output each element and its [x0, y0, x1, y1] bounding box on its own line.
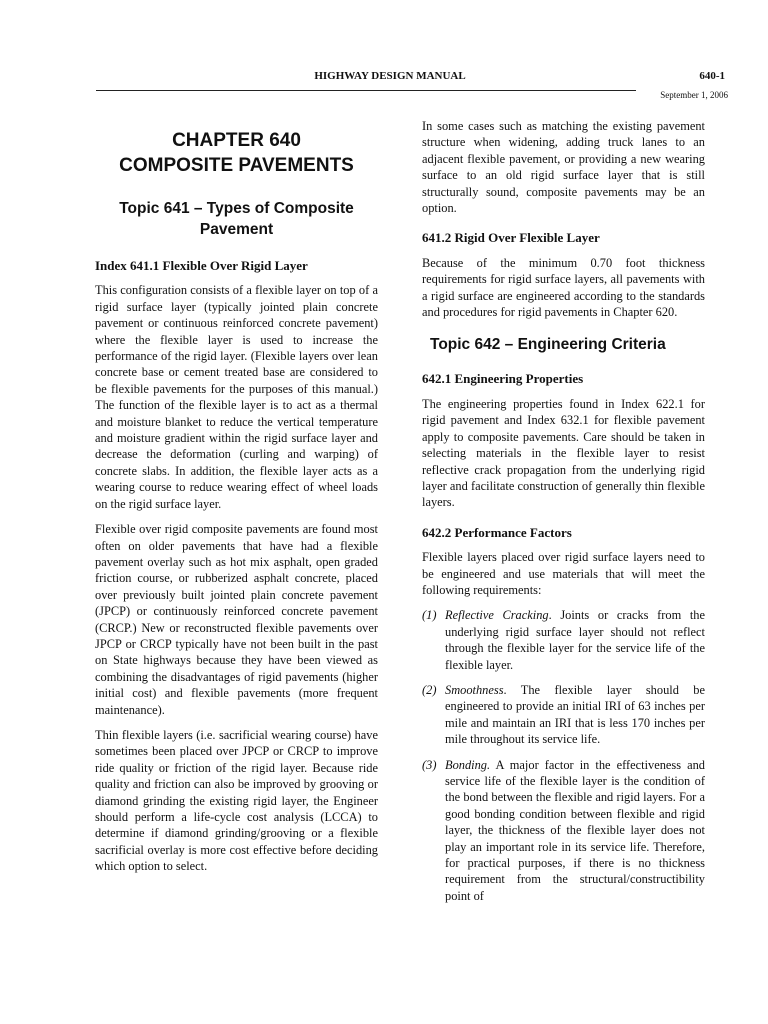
left-column [95, 118, 378, 875]
page-number: 640-1 [699, 70, 725, 82]
paragraph-641-1-c: Thin flexible layers (i.e. sacrificial wearing course) have sometimes been placed over JPCP or CRCP to improve ride quality or friction of the rigid layer. Because ride quality and friction can also be improved by grooving or diamond grinding the existing rigid layer, the Engineer should perform a life-cycle cost analysis (LCCA) to determine if diamond grinding/grooving or a flexible sacrificial overlay is more cost effective before deciding which option to select. [95, 727, 378, 874]
requirement-term: Reflective Cracking [445, 608, 549, 623]
requirement-number: (1) [422, 608, 437, 623]
paragraph-642-1: The engineering properties found in Index 622.1 for rigid pavement and Index 632.1 for flexible pavement apply to composite pavements. Care should be taken in selecting materials in the flexible layer to resist reflective crack propagation from the underlying rigid layer and facilitate construction of generally thin flexible layers. [422, 396, 705, 510]
section-641-2-heading: 641.2 Rigid Over Flexible Layer [422, 230, 600, 246]
manual-title: HIGHWAY DESIGN MANUAL [314, 70, 466, 82]
requirement-text: . The flexible layer should be engineered to provide an initial IRI of 63 inches per mile and maintain an IRI that is less 170 inches per mile throughout its service life. [445, 682, 705, 747]
topic-642-heading: Topic 642 – Engineering Criteria [430, 336, 666, 354]
requirement-text: . Joints or cracks from the underlying rigid surface layer should not reflect through the flexible layer for the service life of the flexible layer. [445, 608, 705, 672]
revision-date: September 1, 2006 [660, 90, 728, 100]
section-642-2-heading: 642.2 Performance Factors [422, 524, 572, 540]
chapter-title [95, 128, 378, 178]
running-header [0, 70, 768, 84]
right-column [422, 118, 705, 913]
section-642-1-heading: 642.1 Engineering Properties [422, 371, 584, 387]
paragraph-641-2: Because of the minimum 0.70 foot thickness requirements for rigid surface layers, all pavements with a rigid surface are engineered according to the standards and procedures for rigid pavements in Chapter 620. [422, 255, 705, 320]
requirement-reflective-cracking [422, 607, 705, 673]
paragraph-641-1-a: This configuration consists of a flexible layer on top of a rigid surface layer (typically jointed plain concrete pavement or continuous reinforced concrete pavement) where the flexible layer is used to increase the performance of the rigid layer. (Flexible layers over lean concrete base or cement treated base are considered to be flexible pavements for the purposes of this manual.) The function of the flexible layer is to act as a thermal and moisture blanket to reduce the vertical temperature and moisture gradient within the rigid surface layer and decrease the deformation (curling and warping) of concrete slabs. In addition, the flexible layer acts as a wearing course to reduce wearing effect of wheel loads on the rigid surface layer. [95, 283, 378, 511]
chapter-number: CHAPTER 640 [172, 130, 301, 151]
paragraph-642-2: Flexible layers placed over rigid surface layers need to be engineered and use materials that will meet the following requirements: [422, 550, 705, 597]
requirement-term: Smoothness [445, 682, 504, 697]
requirement-smoothness [422, 682, 705, 748]
header-rule [96, 90, 636, 91]
requirement-number: (3) [422, 757, 437, 772]
paragraph-composite-option: In some cases such as matching the existing pavement structure when widening, adding truck lanes to an adjacent flexible pavement, or providing a new wearing surface to an old rigid surface layer that is still structurally sound, composite pavements may be an option. [422, 119, 705, 216]
index-641-1-heading: Index 641.1 Flexible Over Rigid Layer [95, 258, 308, 273]
chapter-name: COMPOSITE PAVEMENTS [119, 155, 354, 176]
topic-641-heading: Topic 641 – Types of Composite Pavement [119, 200, 354, 238]
paragraph-641-1-b: Flexible over rigid composite pavements are found most often on older pavements that have had a flexible pavement overlay such as hot mix asphalt, open graded friction course, or rubberized asphalt concrete, placed over previously built jointed plain concrete pavement (JPCP) or continuously reinforced concrete pavement (CRCP.) New or reconstructed flexible pavements over JPCP or CRCP typically have not been built in the past on State highways because they have been viewed as combining the disadvantages of rigid pavements (higher initial cost) and flexible pavements (more frequent maintenance). [95, 522, 378, 717]
requirement-number: (2) [422, 682, 437, 697]
requirement-term: Bonding. [445, 757, 491, 772]
requirement-text: A major factor in the effectiveness and service life of the flexible layer is the condition of the bond between the flexible and rigid layers. For a good bonding condition between flexible and rigid layer, the thickness of the flexible layer does not play an important role in its service life. Therefore, for practical purposes, if there is no thickness requirement from the structural/constructibility point of [445, 757, 705, 903]
requirement-bonding [422, 757, 705, 905]
